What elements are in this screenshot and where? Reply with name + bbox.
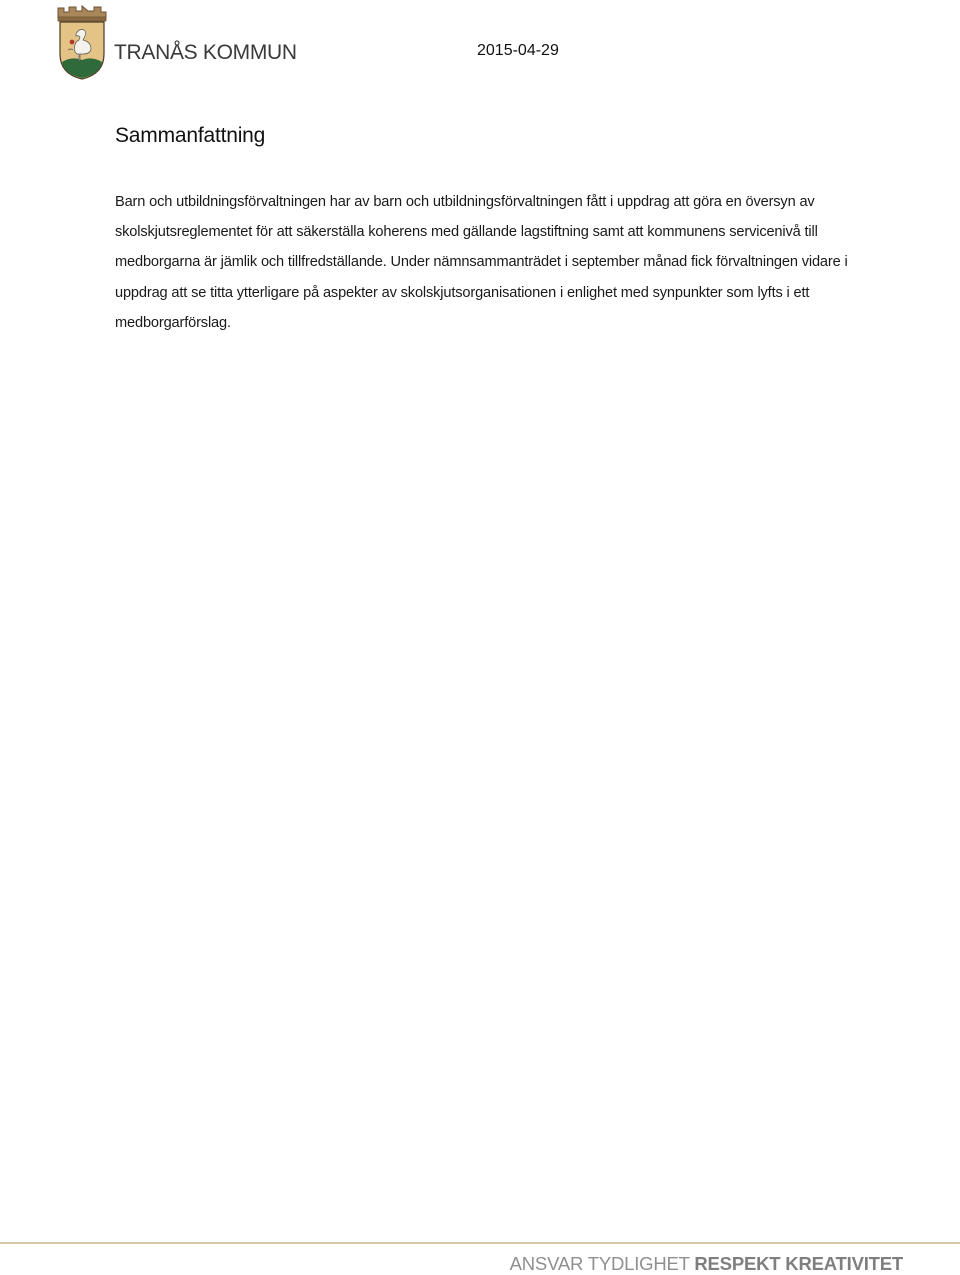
footer-divider: [0, 1242, 960, 1244]
footer-values-bold: RESPEKT KREATIVITET: [694, 1253, 903, 1274]
footer-values-light: ANSVAR TYDLIGHET: [509, 1253, 690, 1274]
municipal-coat-of-arms-icon: [56, 4, 108, 80]
document-header: [0, 0, 960, 90]
footer-core-values: [510, 1253, 903, 1275]
document-date: 2015-04-29: [477, 42, 559, 59]
summary-paragraph: Barn och utbildningsförvaltningen har av barn och utbildningsförvaltningen fått i uppdrag att göra en översyn av skolskjutsreglementet för att säkerställa koherens med gällande lagstiftning samt att kommunens servicenivå till medborgarna är jämlik och tillfredställande. Under nämnsammanträdet i september månad fick förvaltningen vidare i uppdrag att se titta ytterligare på aspekter av skolskjutsorganisationen i enlighet med synpunkter som lyfts i ett medborgarförslag.: [115, 194, 848, 331]
section-title: Sammanfattning: [115, 124, 266, 147]
organization-name: TRANÅS KOMMUN: [114, 41, 297, 64]
document-body: [115, 124, 850, 338]
